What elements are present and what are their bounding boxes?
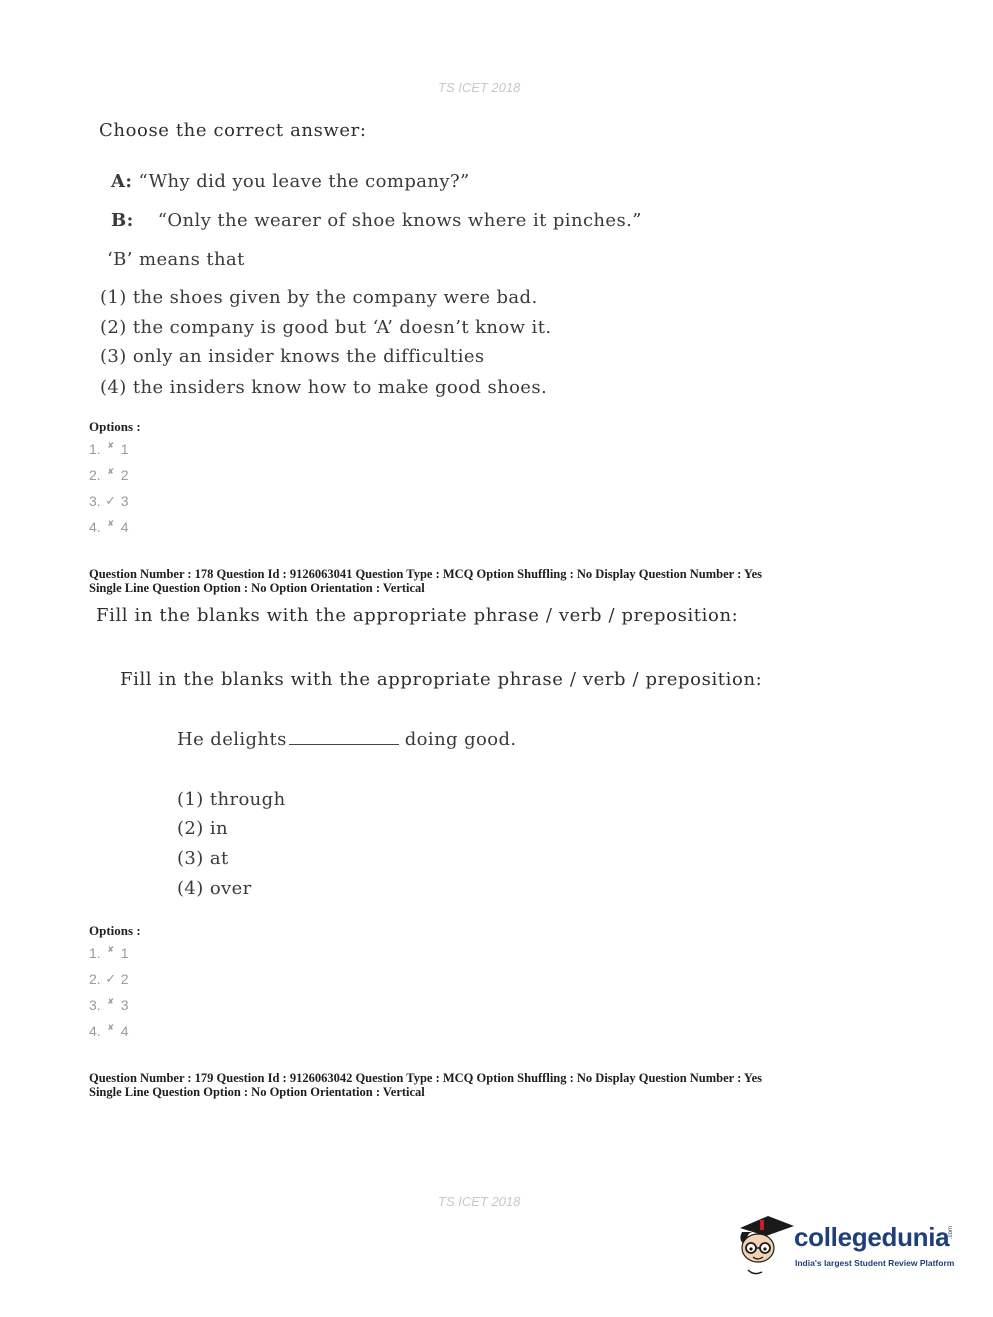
option-value: 1 bbox=[120, 945, 129, 961]
cross-icon: ✘ bbox=[107, 996, 115, 1006]
option-value: 4 bbox=[120, 1023, 129, 1039]
brand-domain: .com bbox=[948, 1226, 954, 1240]
option-value: 2 bbox=[120, 971, 129, 987]
means-line: ‘B’ means that bbox=[107, 249, 245, 270]
option-number: 2. bbox=[89, 467, 101, 483]
option-number: 4. bbox=[89, 1023, 101, 1039]
option-row bbox=[89, 1023, 128, 1039]
cross-icon: ✘ bbox=[107, 1022, 115, 1032]
choice-177-3: (3) only an insider knows the difficulties bbox=[100, 346, 485, 367]
question-178-subheading: Fill in the blanks with the appropriate phrase / verb / preposition: bbox=[120, 669, 763, 690]
options-label: Options : bbox=[89, 419, 141, 434]
dialogue-b-text: “Only the wearer of shoe knows where it pinches.” bbox=[157, 210, 642, 231]
dialogue-b-label: B: bbox=[111, 210, 134, 231]
meta-line-2: Single Line Question Option : No Option Orientation : Vertical bbox=[89, 1085, 425, 1099]
sentence-before: He delights bbox=[177, 729, 287, 750]
question-meta-178 bbox=[89, 567, 762, 595]
option-row bbox=[89, 971, 128, 987]
option-number: 1. bbox=[89, 945, 101, 961]
answer-blank bbox=[289, 730, 399, 745]
cross-icon: ✘ bbox=[107, 440, 115, 450]
brand-tagline: India's largest Student Review Platform bbox=[795, 1258, 955, 1268]
blank-sentence bbox=[177, 729, 517, 750]
meta-line-1: Question Number : 179 Question Id : 9126063042 Question Type : MCQ Option Shuffling : No Display Question Number : Yes bbox=[89, 1071, 762, 1085]
option-value: 2 bbox=[120, 467, 129, 483]
option-value: 4 bbox=[120, 519, 129, 535]
option-row bbox=[89, 441, 128, 457]
cross-icon: ✘ bbox=[107, 466, 115, 476]
collegedunia-logo bbox=[734, 1210, 964, 1280]
option-row bbox=[89, 945, 128, 961]
mascot-icon bbox=[734, 1210, 796, 1280]
choice-177-1: (1) the shoes given by the company were bad. bbox=[100, 287, 538, 308]
option-row bbox=[89, 997, 128, 1013]
dialogue-a-text: “Why did you leave the company?” bbox=[138, 171, 470, 192]
question-178-heading: Fill in the blanks with the appropriate phrase / verb / preposition: bbox=[96, 605, 739, 626]
brand-name: collegedunia bbox=[794, 1222, 950, 1252]
option-number: 1. bbox=[89, 441, 101, 457]
choice-177-2: (2) the company is good but ‘A’ doesn’t know it. bbox=[100, 317, 552, 338]
option-row bbox=[89, 467, 128, 483]
option-value: 1 bbox=[120, 441, 129, 457]
option-number: 3. bbox=[89, 493, 101, 509]
dialogue-line-b bbox=[111, 210, 642, 231]
question-meta-179 bbox=[89, 1071, 762, 1099]
option-value: 3 bbox=[120, 997, 129, 1013]
choice-178-3: (3) at bbox=[177, 848, 229, 869]
option-row bbox=[89, 493, 128, 509]
checkmark-icon: ✓ bbox=[105, 971, 117, 986]
sentence-after: doing good. bbox=[404, 729, 517, 750]
footer-watermark: TS ICET 2018 bbox=[438, 1194, 521, 1209]
options-label: Options : bbox=[89, 923, 141, 938]
choice-178-4: (4) over bbox=[177, 878, 252, 899]
meta-line-1: Question Number : 178 Question Id : 9126063041 Question Type : MCQ Option Shuffling : No Display Question Number : Yes bbox=[89, 567, 762, 581]
header-watermark: TS ICET 2018 bbox=[438, 80, 521, 95]
option-row bbox=[89, 519, 128, 535]
cross-icon: ✘ bbox=[107, 944, 115, 954]
checkmark-icon: ✓ bbox=[105, 493, 117, 508]
meta-line-2: Single Line Question Option : No Option Orientation : Vertical bbox=[89, 581, 425, 595]
option-value: 3 bbox=[120, 493, 129, 509]
question-177-heading: Choose the correct answer: bbox=[99, 120, 367, 141]
choice-178-2: (2) in bbox=[177, 818, 228, 839]
dialogue-a-label: A: bbox=[111, 171, 133, 192]
cross-icon: ✘ bbox=[107, 518, 115, 528]
option-number: 3. bbox=[89, 997, 101, 1013]
dialogue-line-a bbox=[111, 171, 470, 192]
choice-178-1: (1) through bbox=[177, 789, 286, 810]
option-number: 4. bbox=[89, 519, 101, 535]
option-number: 2. bbox=[89, 971, 101, 987]
choice-177-4: (4) the insiders know how to make good shoes. bbox=[100, 377, 548, 398]
